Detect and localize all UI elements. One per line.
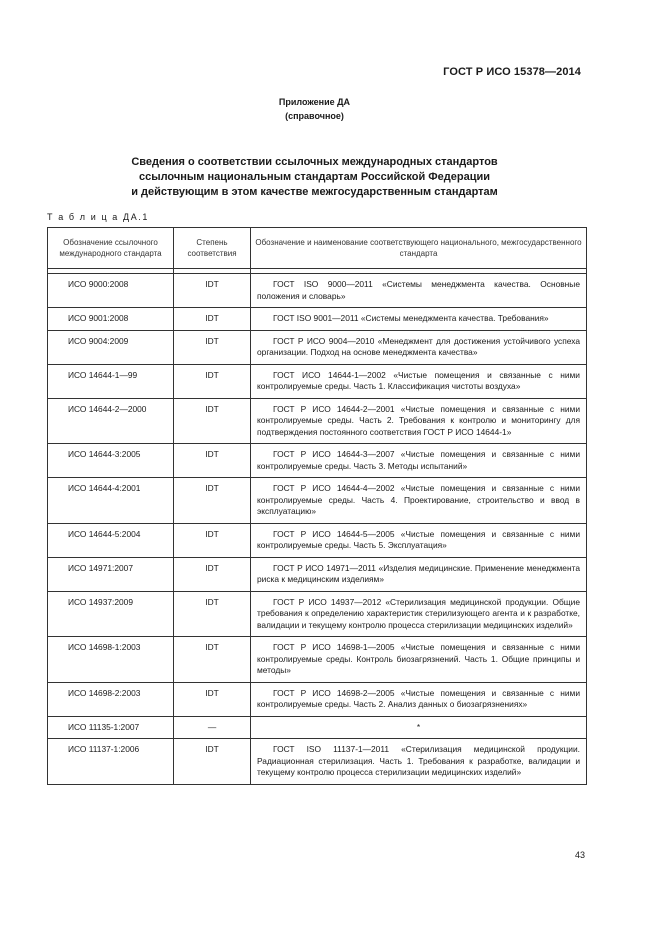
degree-cell: IDT — [174, 557, 251, 591]
table-label: Т а б л и ц а ДА.1 — [47, 212, 150, 222]
degree-cell: IDT — [174, 682, 251, 716]
national-standard-text: ГОСТ Р ИСО 14937—2012 «Стерилизация медицинской продукции. Общие требования к определению характеристик стерилизующего агента и к разработке, валидации и текущему контролю процесса стерилизации медицинских изделий» — [257, 596, 580, 630]
table-row — [48, 523, 587, 557]
reference-standard-cell: ИСО 14644-4:2001 — [48, 478, 174, 524]
reference-standard-cell: ИСО 14644-5:2004 — [48, 523, 174, 557]
national-standard-text: ГОСТ Р ИСО 14698-1—2005 «Чистые помещения и связанные с ними контролируемые среды. Контроль биозагрязнений. Часть 1. Общие принципы и методы» — [257, 642, 580, 675]
table-row — [48, 682, 587, 716]
national-standard-text: ГОСТ Р ИСО 14644-4—2002 «Чистые помещения и связанные с ними контролируемые среды. Часть 4. Проектирование, строительство и ввод в эксплуатацию» — [257, 483, 580, 516]
table-row — [48, 274, 587, 308]
section-title — [0, 155, 629, 200]
degree-cell: IDT — [174, 364, 251, 398]
table-row — [48, 739, 587, 785]
reference-standard-cell: ИСО 14698-2:2003 — [48, 682, 174, 716]
degree-cell: IDT — [174, 274, 251, 308]
section-title-line: ссылочным национальным стандартам Российской Федерации — [138, 171, 491, 183]
national-standard-text: ГОСТ ISO 11137-1—2011 «Стерилизация медицинской продукции. Радиационная стерилизация. Часть 1. Требования к разработке, валидации и текущему контролю процесса стерилизации медицинских изделий» — [257, 744, 580, 777]
reference-standard-cell: ИСО 9001:2008 — [48, 308, 174, 331]
section-title-line: и действующим в этом качестве межгосударственным стандартам — [131, 186, 498, 198]
degree-cell: IDT — [174, 523, 251, 557]
table-row — [48, 591, 587, 637]
degree-cell: IDT — [174, 637, 251, 683]
correspondence-table — [47, 227, 587, 785]
appendix-heading — [0, 95, 629, 123]
degree-cell: IDT — [174, 591, 251, 637]
degree-cell: IDT — [174, 478, 251, 524]
table-row — [48, 444, 587, 478]
national-standard-cell — [251, 523, 587, 557]
degree-cell: IDT — [174, 308, 251, 331]
reference-standard-cell: ИСО 14971:2007 — [48, 557, 174, 591]
document-code: ГОСТ Р ИСО 15378—2014 — [443, 66, 581, 78]
national-standard-cell — [251, 444, 587, 478]
national-standard-text: ГОСТ ISO 9001—2011 «Системы менеджмента качества. Требования» — [273, 313, 549, 323]
national-standard-cell — [251, 739, 587, 785]
national-standard-cell — [251, 637, 587, 683]
reference-standard-cell: ИСО 14644-1—99 — [48, 364, 174, 398]
national-standard-text: ГОСТ Р ИСО 14644-5—2005 «Чистые помещения и связанные с ними контролируемые среды. Часть 5. Эксплуатация» — [257, 528, 580, 550]
table-header-row — [48, 228, 587, 269]
table-row — [48, 398, 587, 444]
national-standard-cell — [251, 398, 587, 444]
degree-cell: IDT — [174, 444, 251, 478]
table-body — [48, 269, 587, 785]
national-standard-cell — [251, 591, 587, 637]
column-header-degree: Степень соответствия — [174, 228, 251, 269]
table-row — [48, 716, 587, 739]
reference-standard-cell: ИСО 14937:2009 — [48, 591, 174, 637]
degree-cell: IDT — [174, 398, 251, 444]
table-row — [48, 330, 587, 364]
table-row — [48, 637, 587, 683]
reference-standard-cell: ИСО 11135-1:2007 — [48, 716, 174, 739]
national-standard-text: ГОСТ ISO 9000—2011 «Системы менеджмента качества. Основные положения и словарь» — [257, 279, 580, 301]
degree-cell: IDT — [174, 739, 251, 785]
table-row — [48, 364, 587, 398]
column-header-reference: Обозначение ссылочного международного стандарта — [48, 228, 174, 269]
reference-standard-cell: ИСО 9000:2008 — [48, 274, 174, 308]
national-standard-text: ГОСТ Р ИСО 9004—2010 «Менеджмент для достижения устойчивого успеха организации. Подход на основе менеджмента качества» — [257, 335, 580, 357]
national-standard-text: ГОСТ Р ИСО 14644-3—2007 «Чистые помещения и связанные с ними контролируемые среды. Часть 3. Методы испытаний» — [257, 449, 580, 471]
page-number: 43 — [574, 850, 585, 860]
appendix-title: Приложение ДА — [278, 97, 351, 107]
reference-standard-cell: ИСО 14644-2—2000 — [48, 398, 174, 444]
national-standard-text: ГОСТ Р ИСО 14644-2—2001 «Чистые помещения и связанные с ними контролируемые среды. Часть 2. Требования к контролю и мониторингу для подтверждения постоянного соответствия ГОСТ Р ИСО 14644-1» — [257, 403, 580, 437]
column-header-national-standard: Обозначение и наименование соответствующего национального, межгосударственного стандарта — [251, 228, 587, 269]
national-standard-cell — [251, 364, 587, 398]
national-standard-cell — [251, 682, 587, 716]
national-standard-cell — [251, 330, 587, 364]
table-row — [48, 557, 587, 591]
degree-cell: IDT — [174, 330, 251, 364]
table-row — [48, 308, 587, 331]
national-standard-text: ГОСТ ИСО 14644-1—2002 «Чистые помещения и связанные с ними контролируемые среды. Часть 1. Классификация чистоты воздуха» — [257, 369, 580, 391]
reference-standard-cell: ИСО 14644-3:2005 — [48, 444, 174, 478]
reference-standard-cell: ИСО 14698-1:2003 — [48, 637, 174, 683]
national-standard-cell — [251, 716, 587, 739]
national-standard-text: ГОСТ Р ИСО 14698-2—2005 «Чистые помещения и связанные с ними контролируемые среды. Часть 2. Анализ данных о биозагрязнениях» — [257, 687, 580, 709]
national-standard-text: ГОСТ Р ИСО 14971—2011 «Изделия медицинские. Применение менеджмента риска к медицинским изделиям» — [257, 562, 580, 584]
national-standard-cell — [251, 557, 587, 591]
reference-standard-cell: ИСО 11137-1:2006 — [48, 739, 174, 785]
table-row — [48, 478, 587, 524]
reference-standard-cell: ИСО 9004:2009 — [48, 330, 174, 364]
degree-cell: — — [174, 716, 251, 739]
national-standard-cell — [251, 308, 587, 331]
national-standard-cell — [251, 274, 587, 308]
appendix-note: (справочное) — [285, 111, 344, 121]
section-title-line: Сведения о соответствии ссылочных международных стандартов — [131, 156, 498, 168]
national-standard-cell — [251, 478, 587, 524]
national-standard-text: * — [416, 721, 421, 732]
